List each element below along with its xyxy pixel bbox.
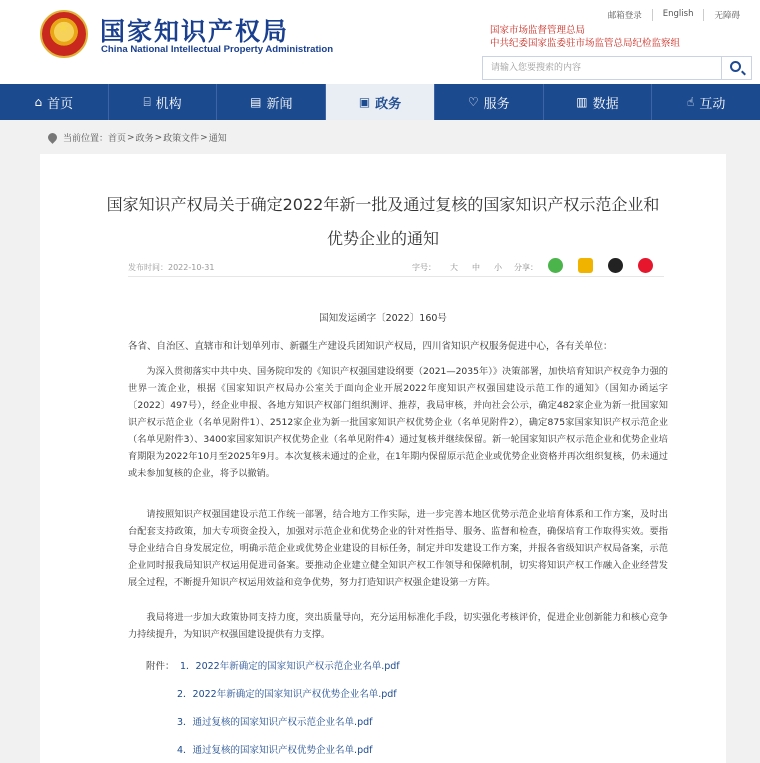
breadcrumb-prefix: 当前位置： xyxy=(63,134,109,144)
addressee: 各省、自治区、直辖市和计划单列市、新疆生产建设兵团知识产权局，四川省知识产权服务促进中心，各有关单位： xyxy=(128,341,613,352)
nav-item-label: 新闻 xyxy=(266,96,293,112)
institution-icon: ⌸ xyxy=(143,94,151,109)
document-number: 国知发运函字〔2022〕160号 xyxy=(319,313,447,324)
font-size-large[interactable]: 大 xyxy=(450,263,458,272)
breadcrumb-separator: > xyxy=(154,132,163,143)
font-size-medium[interactable]: 中 xyxy=(472,263,480,272)
samr-link[interactable]: 国家市场监督管理总局 xyxy=(490,25,586,36)
publish-date: 发布时间：2022-10-31 xyxy=(128,263,215,272)
breadcrumb-policy-docs[interactable]: 政策文件 xyxy=(163,134,200,144)
breadcrumb-separator: > xyxy=(200,132,208,143)
top-links xyxy=(598,9,750,21)
font-size-controls xyxy=(412,262,502,273)
main-nav xyxy=(0,84,760,120)
nav-item-interaction[interactable] xyxy=(652,84,760,120)
article-paragraph-2: 请按照知识产权强国建设示范工作统一部署，结合地方工作实际，进一步完善本地区优势示范企业培育体系和工作方案，及时出台配套支持政策，加大专项资金投入，加强对示范企业和优势企业的针对性指导、服务、监督和检查，确保培育工作取得实效。要指导企业结合自身发展定位，明确示范企业或优势企业建设的目标任务，制定并印发建设工作方案，并报各省级知识产权局备案，示范企业同时报我局知识产权运用促进司备案。要推动企业建立健全知识产权工作领导和保障机制，切实将知识产权工作融入企业经营发展全过程，不断提升知识产权运用效益和竞争优势，努力打造知识产权强企建设第一方阵。 xyxy=(128,509,668,588)
service-icon: ♡ xyxy=(467,95,479,109)
attachment-link-3[interactable] xyxy=(177,714,372,728)
nav-item-label: 机构 xyxy=(155,96,182,112)
nav-item-institution[interactable] xyxy=(109,84,218,120)
nav-item-label: 服务 xyxy=(483,96,510,112)
article-panel xyxy=(40,154,726,763)
location-icon xyxy=(46,131,59,144)
qzone-icon[interactable] xyxy=(578,258,593,273)
home-icon: ⌂ xyxy=(34,95,43,109)
news-icon: ▤ xyxy=(250,95,262,109)
share-label: 分享： xyxy=(514,263,538,272)
attachment-link-text[interactable]: 1．2022年新确定的国家知识产权示范企业名单.pdf xyxy=(180,661,400,672)
meta-divider xyxy=(128,276,664,277)
nav-item-government[interactable] xyxy=(326,84,435,120)
article-paragraph-1: 为深入贯彻落实中共中央、国务院印发的《知识产权强国建设纲要（2021—2035年）》决策部署，加快培育知识产权竞争力强的世界一流企业，根据《国家知识产权局办公室关于面向企业开展2022年度知识产权强国建设示范工作的通知》（国知办函运字〔2022〕497号），经企业申报、各地方知识产权部门组织测评、推荐，我局审核，并向社会公示，确定482家企业为新一批国家知识产权示范企业（名单见附件1）、2512家企业为新一批国家知识产权优势企业（名单见附件2），确定875家国家知识产权示范企业（名单见附件3）、3400家国家知识产权优势企业（名单见附件4）通过复核并继续保留。新一轮国家知识产权示范企业和优势企业培育期限为2022年10月至2025年9月。本次复核未通过的企业，在1年期内保留原示范企业或优势企业资格并再次组织复核，仍未通过或未参加复核的企业，将予以撤销。 xyxy=(128,366,668,479)
wechat-icon[interactable] xyxy=(548,258,563,273)
attachment-link-text[interactable]: 3．通过复核的国家知识产权示范企业名单.pdf xyxy=(177,717,373,728)
attachment-link-1[interactable] xyxy=(180,658,400,672)
nav-item-label: 首页 xyxy=(47,96,74,112)
article-title: 国家知识产权局关于确定2022年新一批及通过复核的国家知识产权示范企业和优势企业的通知 xyxy=(106,195,660,248)
attachment-link-text[interactable]: 4．通过复核的国家知识产权优势企业名单.pdf xyxy=(177,745,373,756)
discipline-inspection-link[interactable]: 中共纪委国家监委驻市场监管总局纪检监察组 xyxy=(490,38,681,49)
nav-item-news[interactable] xyxy=(217,84,326,120)
attachment-link-4[interactable] xyxy=(177,742,372,756)
government-icon: ▣ xyxy=(358,95,371,109)
search-icon xyxy=(730,61,741,72)
breadcrumb-government[interactable]: 政务 xyxy=(135,134,154,144)
national-emblem-icon[interactable] xyxy=(40,10,88,58)
qq-icon[interactable] xyxy=(608,258,623,273)
nav-item-label: 政务 xyxy=(375,96,402,112)
article-paragraph-3: 我局将进一步加大政策协同支持力度，突出质量导向，充分运用标准化手段，切实强化考核评价，促进企业创新能力和核心竞争力持续提升，为知识产权强国建设提供有力支撑。 xyxy=(128,612,668,640)
data-icon: ▥ xyxy=(576,95,588,109)
breadcrumb-notice[interactable]: 通知 xyxy=(208,134,227,144)
search-button[interactable] xyxy=(722,56,752,80)
font-size-small[interactable]: 小 xyxy=(494,263,502,272)
breadcrumb-home[interactable]: 首页 xyxy=(108,134,127,144)
attachment-link-text[interactable]: 2．2022年新确定的国家知识产权优势企业名单.pdf xyxy=(177,689,397,700)
breadcrumb-separator: > xyxy=(127,132,135,143)
breadcrumb xyxy=(48,131,227,144)
nav-item-label: 互动 xyxy=(699,96,726,112)
attachment-link-2[interactable] xyxy=(177,686,397,700)
attachments-label: 附件： xyxy=(146,661,175,672)
email-login-link[interactable]: 邮箱登录 xyxy=(607,11,642,21)
nav-item-data[interactable] xyxy=(544,84,653,120)
interaction-icon: ☝ xyxy=(687,95,695,109)
site-title[interactable]: 国家知识产权局 xyxy=(100,17,290,46)
accessibility-link[interactable]: 无障碍 xyxy=(703,9,750,21)
search-input[interactable]: 请输入您要搜索的内容 xyxy=(482,56,722,80)
site-subtitle: China National Intellectual Property Administration xyxy=(101,44,334,55)
english-link[interactable]: English xyxy=(652,9,704,21)
font-size-label: 字号： xyxy=(412,263,436,272)
nav-item-home[interactable] xyxy=(0,84,109,120)
weibo-icon[interactable] xyxy=(638,258,653,273)
share-icons xyxy=(548,258,653,273)
site-header xyxy=(0,0,760,84)
nav-item-label: 数据 xyxy=(592,96,619,112)
nav-item-service[interactable] xyxy=(435,84,544,120)
